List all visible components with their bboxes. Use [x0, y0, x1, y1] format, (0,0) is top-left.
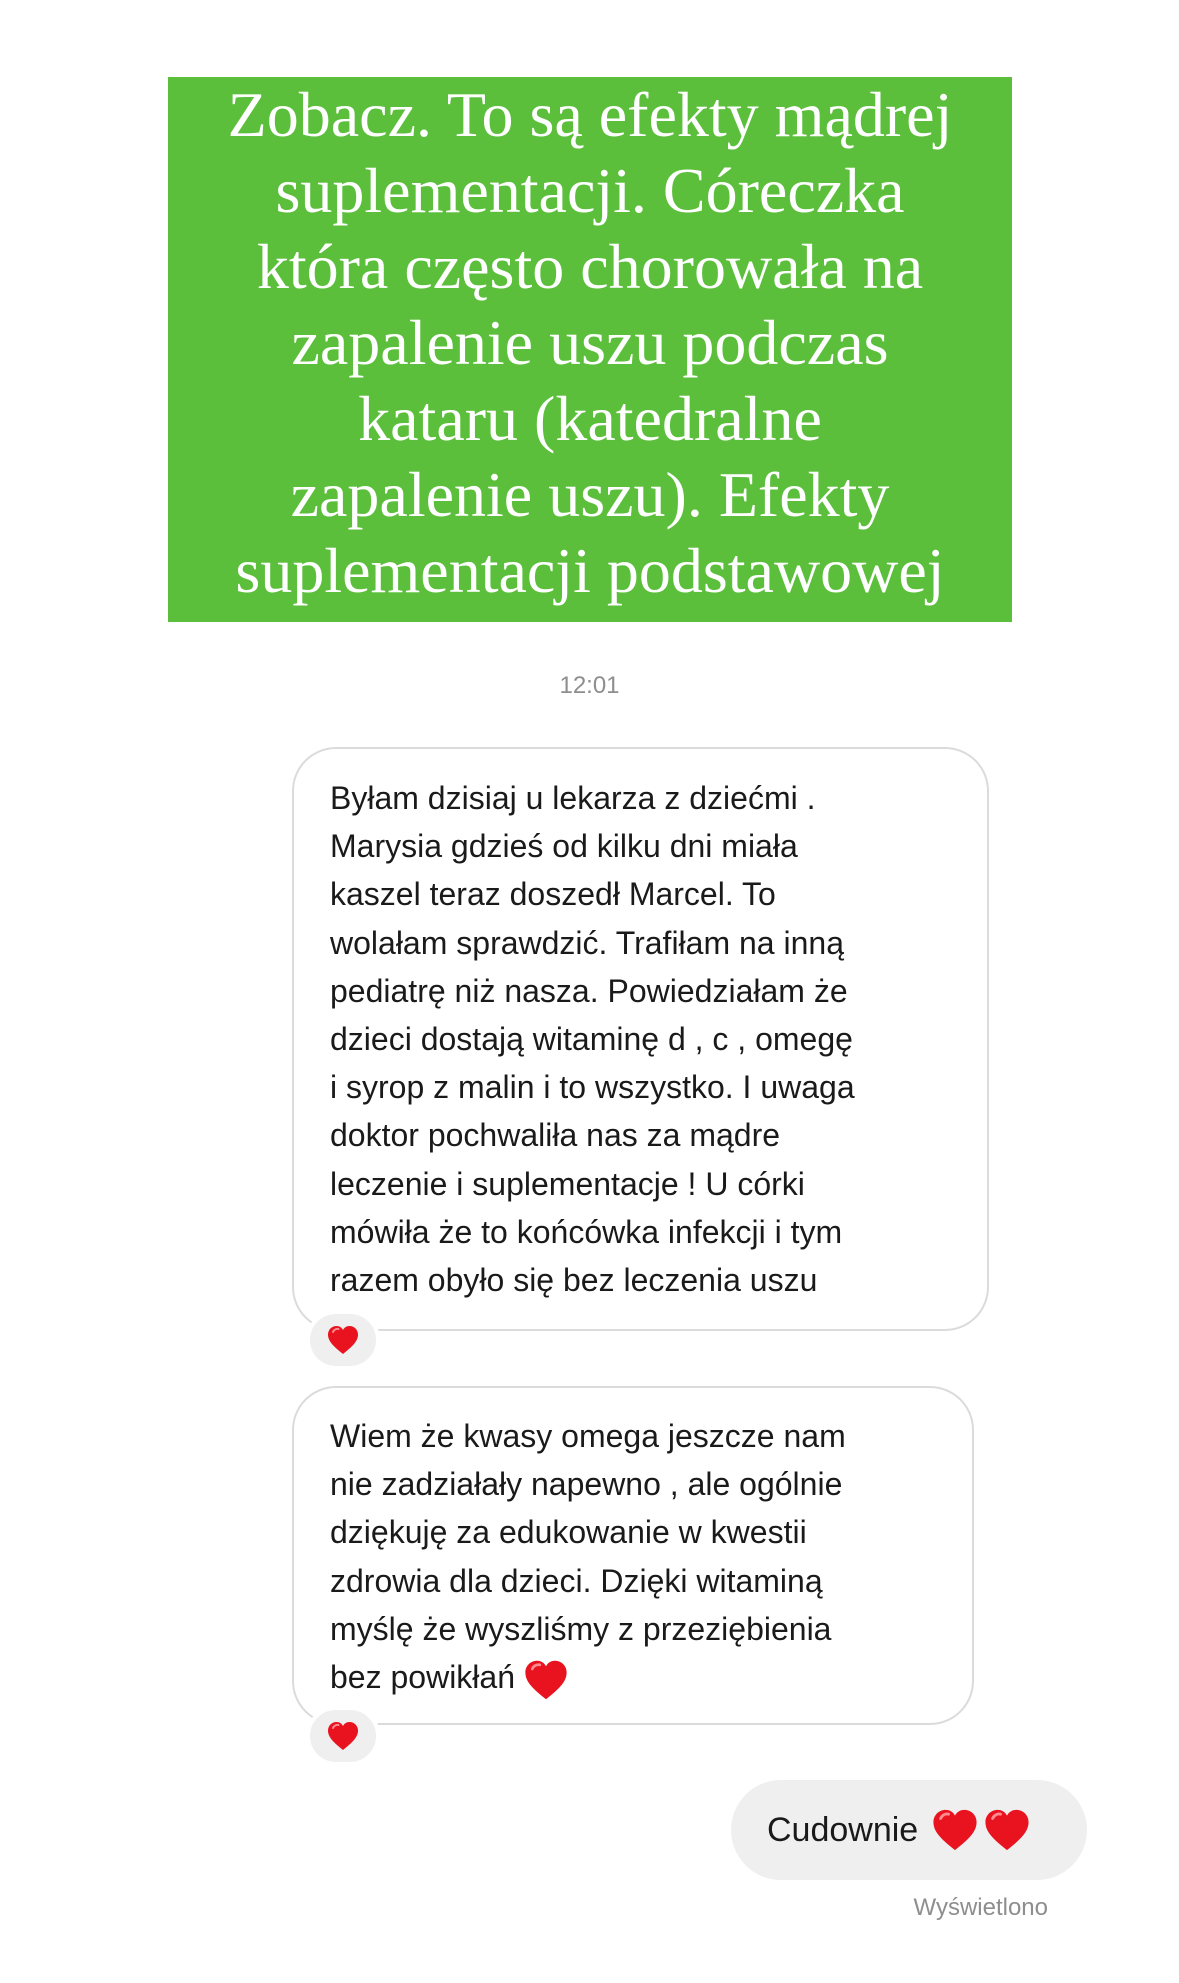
- heart-icon: [327, 1325, 359, 1355]
- message-line: [330, 1653, 938, 1701]
- caption-line: która często chorowała na: [256, 231, 924, 302]
- caption-line: suplementacji podstawowej: [235, 535, 945, 606]
- message-line: Byłam dzisiaj u lekarza z dziećmi .: [330, 780, 816, 816]
- message-line: myślę że wyszliśmy z przeziębienia: [330, 1610, 832, 1647]
- heart-icon: [984, 1808, 1030, 1852]
- message-line: doktor pochwaliła nas za mądre: [330, 1117, 781, 1154]
- heart-icon: [932, 1808, 978, 1852]
- heart-icon: [524, 1659, 568, 1701]
- caption-line: suplementacji. Córeczka: [275, 155, 905, 226]
- message-line: mówiła że to końcówka infekcji i tym: [330, 1213, 843, 1250]
- message-line: zdrowia dla dzieci. Dzięki witaminą: [330, 1562, 823, 1599]
- message-line: leczenie i suplementacje ! U córki: [330, 1165, 805, 1202]
- message-line: Wiem że kwasy omega jeszcze nam: [330, 1418, 846, 1454]
- message-line: Marysia gdzieś od kilku dni miała: [330, 828, 798, 865]
- message-line: kaszel teraz doszedł Marcel. To: [330, 876, 776, 913]
- message-line: nie zadziałały napewno , ale ogólnie: [330, 1466, 843, 1503]
- message-line: dziękuję za edukowanie w kwestii: [330, 1514, 807, 1551]
- heart-reaction-badge[interactable]: [306, 1310, 380, 1370]
- message-timestamp: 12:01: [559, 672, 620, 699]
- story-caption: [168, 77, 1012, 622]
- message-text: Cudownie: [767, 1810, 919, 1849]
- caption-line: Zobacz. To są efekty mądrej: [227, 79, 953, 150]
- heart-icon: [327, 1721, 359, 1751]
- incoming-message-bubble[interactable]: [292, 1386, 974, 1725]
- message-line: dzieci dostają witaminę d , c , omegę: [330, 1021, 853, 1058]
- outgoing-message-bubble[interactable]: [731, 1780, 1087, 1880]
- caption-line: zapalenie uszu). Efekty: [290, 459, 890, 530]
- message-line: i syrop z malin i to wszystko. I uwaga: [330, 1069, 855, 1106]
- caption-line: zapalenie uszu podczas: [291, 307, 889, 378]
- heart-reaction-badge[interactable]: [306, 1706, 380, 1766]
- seen-status: Wyświetlono: [913, 1894, 1048, 1921]
- message-line: razem obyło się bez leczenia uszu: [330, 1262, 818, 1299]
- message-line: pediatrę niż nasza. Powiedziałam że: [330, 972, 848, 1009]
- message-text: bez powikłań: [330, 1659, 515, 1696]
- message-line: wolałam sprawdzić. Trafiłam na inną: [330, 924, 844, 961]
- caption-line: kataru (katedralne: [358, 383, 822, 454]
- incoming-message-bubble[interactable]: [292, 747, 989, 1331]
